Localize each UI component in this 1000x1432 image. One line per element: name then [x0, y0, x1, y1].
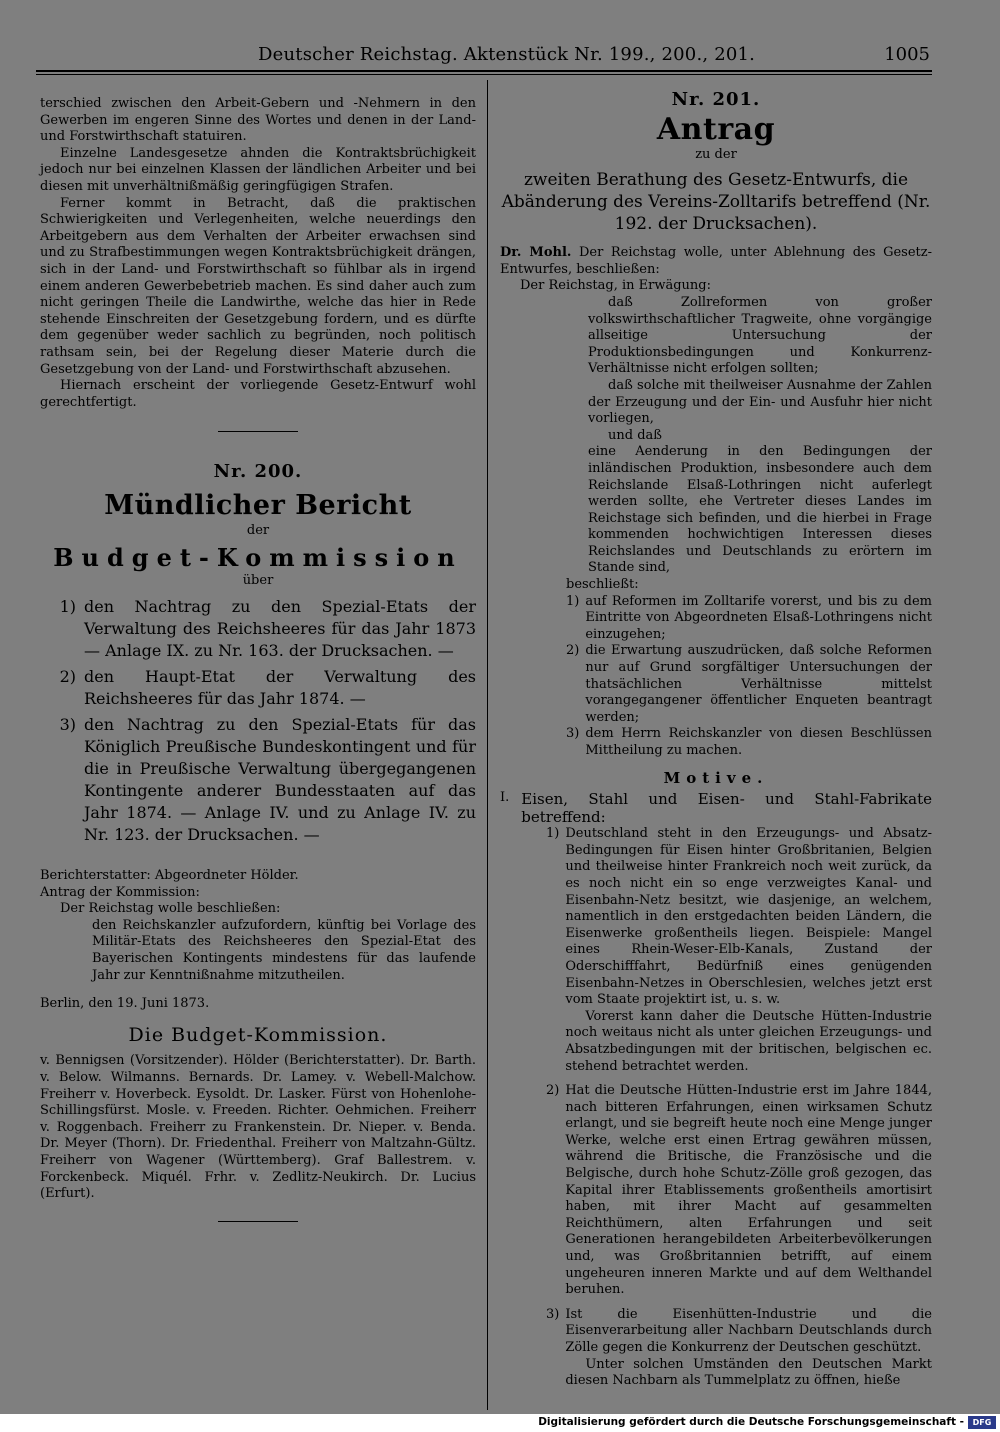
- motion-text: den Reichskanzler aufzufordern, künftig bei Vorlage des Militär-Etats des Reichsheeres den Spezial-Etat des Bayerischen Kontingents mindestens für das laufende Jahr zur Kenntnißnahme mitzutheilen.: [92, 917, 476, 983]
- article-der: der: [246, 522, 270, 538]
- document-title: Antrag: [656, 111, 776, 147]
- section-title: I. Eisen, Stahl und Eisen- und Stahl-Fabrikate betreffend:: [500, 790, 932, 827]
- document-title: Mündlicher Bericht: [104, 489, 412, 521]
- separator: [218, 1221, 298, 1222]
- resolutions: [566, 594, 932, 760]
- preposition-ueber: über: [242, 573, 274, 589]
- member-list: v. Bennigsen (Vorsitzender). Hölder (Berichterstatter). Dr. Barth. v. Below. Wilmanns. Bernards. Dr. Lamey. v. Webell-Malchow. Freiherr v. Hoverbeck. Eysoldt. Dr. Lasker. Fürst von Hohenlohe-Schillingsfürst. Mosle. v. Freeden. Richter. Oehmichen. Freiherr v. Roggenbach. Freiherr zu Frankenstein. Dr. Nieper. v. Benda. Dr. Meyer (Thorn). Dr. Friedenthal. Freiherr von Maltzahn-Gültz. Freiherr von Wagener (Württemberg). Graf Ballestrem. v. Forckenbeck. Miquél. Frhr. v. Zedlitz-Neukirch. Dr. Lucius (Erfurt).: [40, 1053, 476, 1202]
- footer-text: Digitalisierung gefördert durch die Deutsche Forschungsgemeinschaft -: [538, 1416, 964, 1428]
- document-number: Nr. 200.: [213, 461, 303, 483]
- signature: Die Budget-Kommission.: [128, 1023, 388, 1046]
- beschliesst: beschließt:: [566, 577, 639, 593]
- erwaegung: Der Reichstag, in Erwägung:: [520, 278, 712, 294]
- considerations: [588, 295, 932, 577]
- dfg-logo: DFG: [968, 1416, 996, 1429]
- consideration: daß solche mit theilweiser Ausnahme der Zahlen der Erzeugung und der Ein- und Ausfuhr hier nicht vorliegen,: [588, 377, 932, 427]
- intro-text: Der Reichstag wolle, unter Ablehnung des Gesetz-Entwurfes, beschließen:: [500, 245, 932, 277]
- document-subtitle: zweiten Berathung des Gesetz-Entwurfs, die Abänderung des Vereins-Zolltarifs betreffend (Nr. 192. der Drucksachen).: [501, 170, 931, 235]
- motion-label: Antrag der Kommission:: [40, 884, 200, 900]
- page-number: 1005: [884, 44, 930, 65]
- running-head: Deutscher Reichstag. Aktenstück Nr. 199., 200., 201.: [258, 44, 756, 65]
- rapporteur: Berichterstatter: Abgeordneter Hölder.: [40, 868, 299, 884]
- header-rule-thin: [36, 74, 932, 75]
- list-item: 2) den Haupt-Etat der Verwaltung des Reichsheeres für das Jahr 1874. —: [59, 667, 476, 709]
- motive-item: 2) Hat die Deutsche Hütten-Industrie erst im Jahre 1844, nach bitteren Erfahrungen, einen wirksamen Schutz erlangt, und sie begreift heute noch eine Menge junger Werke, welche erst einen Ertrag gewähren müssen, während die Britische, die Französische und die Belgische, durch hohe Schutz-Zölle groß gezogen, das Kapital ihrer Etablissements großentheils amortisirt haben, mit ihrer Macht auf gesammelten Reichthümern, alten Erfahrungen und seit Generationen herangebildeten Arbeiterbevölkerungen und, was Großbritannien betrifft, auf einem ungeheuren inneren Markte und auf dem Welthandel beruhen.: [546, 1083, 932, 1298]
- motion-intro: [500, 245, 932, 278]
- resolution-item: 1) auf Reformen im Zolltarife vorerst, und bis zu dem Eintritte von Abgeordneten Elsaß-Lothringens nicht einzugehen;: [566, 593, 932, 642]
- mover: Dr. Mohl.: [500, 245, 572, 261]
- consideration: eine Aenderung in den Bedingungen der inländischen Produktion, insbesondere auch dem Reichslande Elsaß-Lothringen nicht auferlegt werden sollte, ehe Vertreter dieses Landes im Reichstage sich befinden, und die hierbei in Frage kommenden hochwichtigen Interessen dieses Reichslandes und Deutschlands zu erörtern im Stande sind,: [588, 444, 932, 576]
- paragraph: Einzelne Landesgesetze ahnden die Kontraktsbrüchigkeit jedoch nur bei einzelnen Klassen der ländlichen Arbeiter und bei diesen mit unverhältnißmäßig geringfügigen Strafen.: [40, 145, 476, 194]
- right-column: [500, 89, 932, 1390]
- article-zu-der: zu der: [695, 146, 737, 162]
- consideration: und daß: [608, 427, 662, 443]
- page-header: [38, 42, 930, 68]
- motive-list: [546, 826, 932, 1390]
- list-item: 1) den Nachtrag zu den Spezial-Etats der Verwaltung des Reichsheeres für das Jahr 1873 — Anlage IX. zu Nr. 163. der Drucksachen. —: [59, 597, 476, 661]
- motion-line: Der Reichstag wolle beschließen:: [60, 901, 281, 917]
- resolution-item: 2) die Erwartung auszudrücken, daß solche Reformen nur auf Grund sorgfältiger Untersuchungen der thatsächlichen Verhältnisse mittelst vorangegangener öffentlicher Enqueten beantragt werden;: [566, 643, 932, 725]
- separator: [218, 431, 298, 432]
- document-number: Nr. 201.: [671, 89, 761, 110]
- motive-item: 3) Ist die Eisenhütten-Industrie und die Eisenverarbeitung aller Nachbarn Deutschlands durch Zölle gegen die Konkurrenz der Deutschen geschützt. Unter solchen Umständen den Deutschen Markt diesen Nachbarn als Tummelplatz zu öffnen, hieße: [546, 1306, 932, 1389]
- column-divider: [487, 80, 488, 1410]
- consideration: daß Zollreformen von großer volkswirthschaftlicher Tragweite, ohne vorgängige allseitige Untersuchung der Produktionsbedingungen und Konkurrenz-Verhältnisse nicht erfolgen sollten;: [588, 294, 932, 377]
- paragraph: Ferner kommt in Betracht, daß die praktischen Schwierigkeiten und Verlegenheiten, welche neuerdings den Arbeitgebern aus dem Verhalten der Arbeiter erwachsen sind und zu Strafbestimmungen wegen Kontraktsbrüchigkeit drängen, sich in der Land- und Forstwirthschaft so fühlbar als in irgend einem anderen Gewerbebetrieb machen. Es sind daher auch zum nicht geringen Theile die Landwirthe, welche das hier in Rede stehende Einschreiten der Gesetzgebung fordern, und es dürfte dem gegenüber weder sachlich zu begründen, noch politisch rathsam sein, bei der Regelung dieser Materie durch die Gesetzgebung von der Land- und Forstwirthschaft abzusehen.: [40, 195, 476, 377]
- list-item: 3) den Nachtrag zu den Spezial-Etats für das Königlich Preußische Bundeskontingent und für die in Preußische Verwaltung übergegangenen Kontingente anderer Bundesstaaten auf das Jahr 1874. — Anlage IV. und zu Anlage IV. zu Nr. 123. der Drucksachen. —: [59, 715, 476, 845]
- resolution-item: 3) dem Herrn Reichskanzler von diesen Beschlüssen Mittheilung zu machen.: [566, 726, 932, 758]
- left-column: [40, 96, 476, 1240]
- motive-item: 1) Deutschland steht in den Erzeugungs- und Absatz-Bedingungen für Eisen hinter Großbritanien, Belgien und theilweise hinter Frankreich noch weit zurück, da es noch nicht ein so enge verzweigtes Kanal- und Eisenbahn-Netz besitzt, wie dasjenige, an welchem, namentlich in den erstgedachten beiden Ländern, die Eisenwerke großentheils liegen. Beispiele: Mangel eines Rhein-Weser-Elb-Kanals, Zustand der Oderschifffahrt, Bedürfniß eines genügenden Eisenbahn-Netzes in Oberschlesien, welches jetzt erst vom Staate projektirt ist, u. s. w. Vorerst kann daher die Deutsche Hütten-Industrie noch weitaus nicht als unter gleichen Erzeugungs- und Absatzbedingungen mit der britischen, belgischen ec. stehend betrachtet werden.: [546, 826, 932, 1074]
- header-rule: [36, 70, 932, 72]
- digitization-footer: [0, 1414, 1000, 1432]
- section-heading: Motive.: [663, 768, 769, 787]
- paragraph: Hiernach erscheint der vorliegende Gesetz-Entwurf wohl gerechtfertigt.: [40, 378, 476, 410]
- paragraph: terschied zwischen den Arbeit-Gebern und -Nehmern in den Gewerben im engeren Sinne des Wortes und denen in der Land- und Forstwirthschaft statuiren.: [40, 96, 476, 145]
- commission-name: Budget-Kommission: [53, 543, 463, 573]
- date-line: Berlin, den 19. Juni 1873.: [40, 996, 210, 1012]
